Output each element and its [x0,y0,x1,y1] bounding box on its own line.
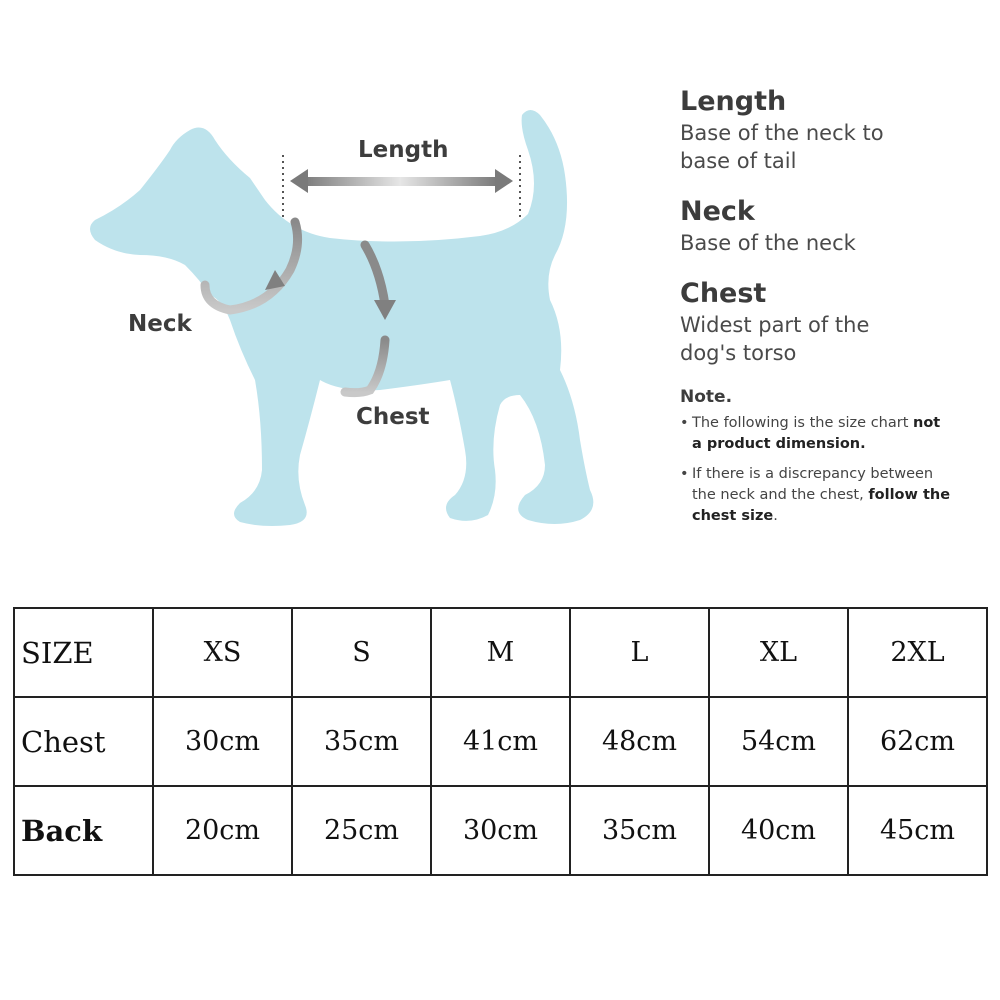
table-cell: 35cm [292,697,431,786]
table-cell: 30cm [153,697,292,786]
table-cell: 62cm [848,697,987,786]
size-cell: XL [709,608,848,697]
note-text: The following is the size chart [692,415,913,431]
measurement-legend [680,85,980,536]
chest-label: Chest [356,404,430,430]
note-emphasis: follow the chest size [692,487,951,524]
table-cell: 35cm [570,786,709,875]
dog-illustration [0,0,640,560]
dog-measurement-figure [0,0,640,560]
legend-neck [680,195,980,257]
table-cell: 25cm [292,786,431,875]
row-label-chest: Chest [14,697,153,786]
table-cell: 48cm [570,697,709,786]
neck-label: Neck [128,311,192,337]
note-heading: Note. [680,387,733,407]
table-row [14,697,987,786]
legend-description: Widest part of the dog's torso [680,313,870,365]
legend-term: Chest [680,278,767,309]
table-cell: 40cm [709,786,848,875]
table-cell: 30cm [431,786,570,875]
size-cell: M [431,608,570,697]
note-text: If there is a discrepancy between the neck and the chest, [692,466,934,503]
size-cell: S [292,608,431,697]
note-item [680,413,952,455]
legend-description: Base of the neck [680,231,856,255]
size-cell: 2XL [848,608,987,697]
table-cell: 41cm [431,697,570,786]
note-emphasis: not a product dimension. [692,415,941,452]
note-tail: . [773,508,778,524]
table-header-row [14,608,987,697]
table-cell: 54cm [709,697,848,786]
size-cell: XS [153,608,292,697]
legend-description: Base of the neck to base of tail [680,121,884,173]
size-chart-table [13,607,988,876]
legend-chest [680,277,980,367]
note-item [680,464,952,527]
table-row [14,786,987,875]
table-cell: 45cm [848,786,987,875]
length-arrow [283,155,520,220]
legend-length [680,85,980,175]
legend-term: Neck [680,196,755,227]
legend-term: Length [680,86,787,117]
size-cell: L [570,608,709,697]
row-label-back: Back [14,786,153,875]
row-label-size: SIZE [14,608,153,697]
table-cell: 20cm [153,786,292,875]
length-label: Length [358,137,449,163]
